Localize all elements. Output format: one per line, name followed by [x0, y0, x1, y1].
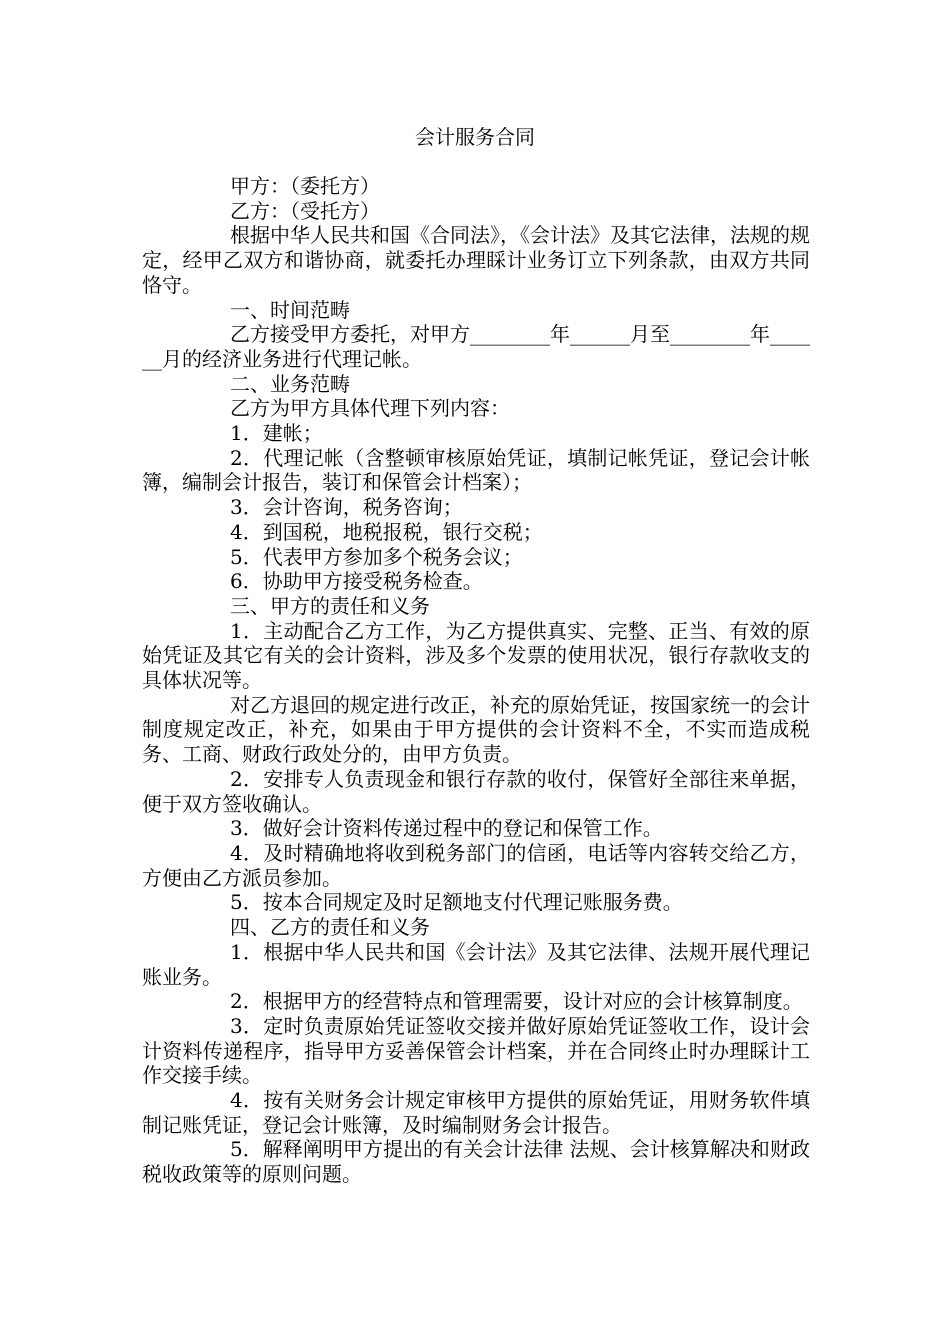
scope-item-4: 4．到国税，地税报税，银行交税；: [230, 519, 543, 544]
party-b-line: 乙方：（受托方）: [230, 198, 380, 223]
scope-item-5: 5．代表甲方参加多个税务会议；: [230, 544, 523, 569]
section-heading-3: 三、甲方的责任和义务: [230, 593, 430, 618]
party-b-duty-4: 4．按有关财务会计规定审核甲方提供的原始凭证，用财务软件填制记账凭证，登记会计账簿，及时编制财务会计报告。: [142, 1088, 810, 1137]
party-a-duty-3: 3．做好会计资料传递过程中的登记和保管工作。: [230, 816, 663, 841]
party-a-duty-2: 2．安排专人负责现金和银行存款的收付，保管好全部往来单据，便于双方签收确认。: [142, 766, 810, 816]
scope-intro-paragraph: 乙方为甲方具体代理下列内容：: [230, 396, 510, 421]
document-body: [142, 174, 810, 1187]
scope-item-6: 6．协助甲方接受税务检查。: [230, 569, 483, 594]
party-a-line: 甲方：（委托方）: [230, 174, 380, 198]
section-heading-4: 四、乙方的责任和义务: [230, 915, 430, 940]
party-a-duty-1: 1．主动配合乙方工作，为乙方提供真实、完整、正当、有效的原始凭证及其它有关的会计资料，涉及多个发票的使用状况，银行存款收支的具体状况等。: [142, 618, 810, 693]
party-b-duty-3: 3．定时负责原始凭证签收交接并做好原始凭证签收工作，设计会计资料传递程序，指导甲方妥善保管会计档案，并在合同终止时办理睬计工作交接手续。: [142, 1013, 810, 1088]
document-title: 会计服务合同: [415, 125, 535, 149]
party-b-duty-2: 2．根据甲方的经营特点和管理需要，设计对应的会计核算制度。: [230, 989, 803, 1014]
preamble-paragraph: 根据中华人民共和国《合同法》，《会计法》及其它法律，法规的规定，经甲乙双方和谐协商，就委托办理睬计业务订立下列条款，由双方共同恪守。: [142, 223, 810, 297]
scope-item-2: 2．代理记帐（含整顿审核原始凭证，填制记帐凭证，登记会计帐簿，编制会计报告，装订和保管会计档案）；: [142, 445, 810, 495]
party-b-duty-5: 5．解释阐明甲方提出的有关会计法律 法规、会计核算解决和财政税收政策等的原则问题。: [142, 1137, 810, 1187]
party-a-duty-1-cont: 对乙方退回的规定进行改正，补充的原始凭证，按国家统一的会计制度规定改正，补充，如果由于甲方提供的会计资料不全，不实而造成税务、工商、财政行政处分的，由甲方负责。: [142, 692, 810, 767]
party-a-duty-4: 4．及时精确地将收到税务部门的信函，电话等内容转交给乙方，方便由乙方派员参加。: [142, 840, 810, 890]
scope-item-1: 1．建帐；: [230, 421, 323, 446]
party-a-duty-5: 5．按本合同规定及时足额地支付代理记账服务费。: [230, 890, 683, 915]
party-b-duty-1: 1．根据中华人民共和国《会计法》及其它法律、法规开展代理记账业务。: [142, 939, 810, 989]
section-heading-2: 二、业务范畴: [230, 371, 350, 396]
time-scope-paragraph: 乙方接受甲方委托，对甲方________年______月至________年______月的经济业务进行代理记帐。: [142, 322, 810, 371]
section-heading-1: 一、时间范畴: [230, 297, 350, 322]
scope-item-3: 3．会计咨询，税务咨询；: [230, 495, 463, 520]
